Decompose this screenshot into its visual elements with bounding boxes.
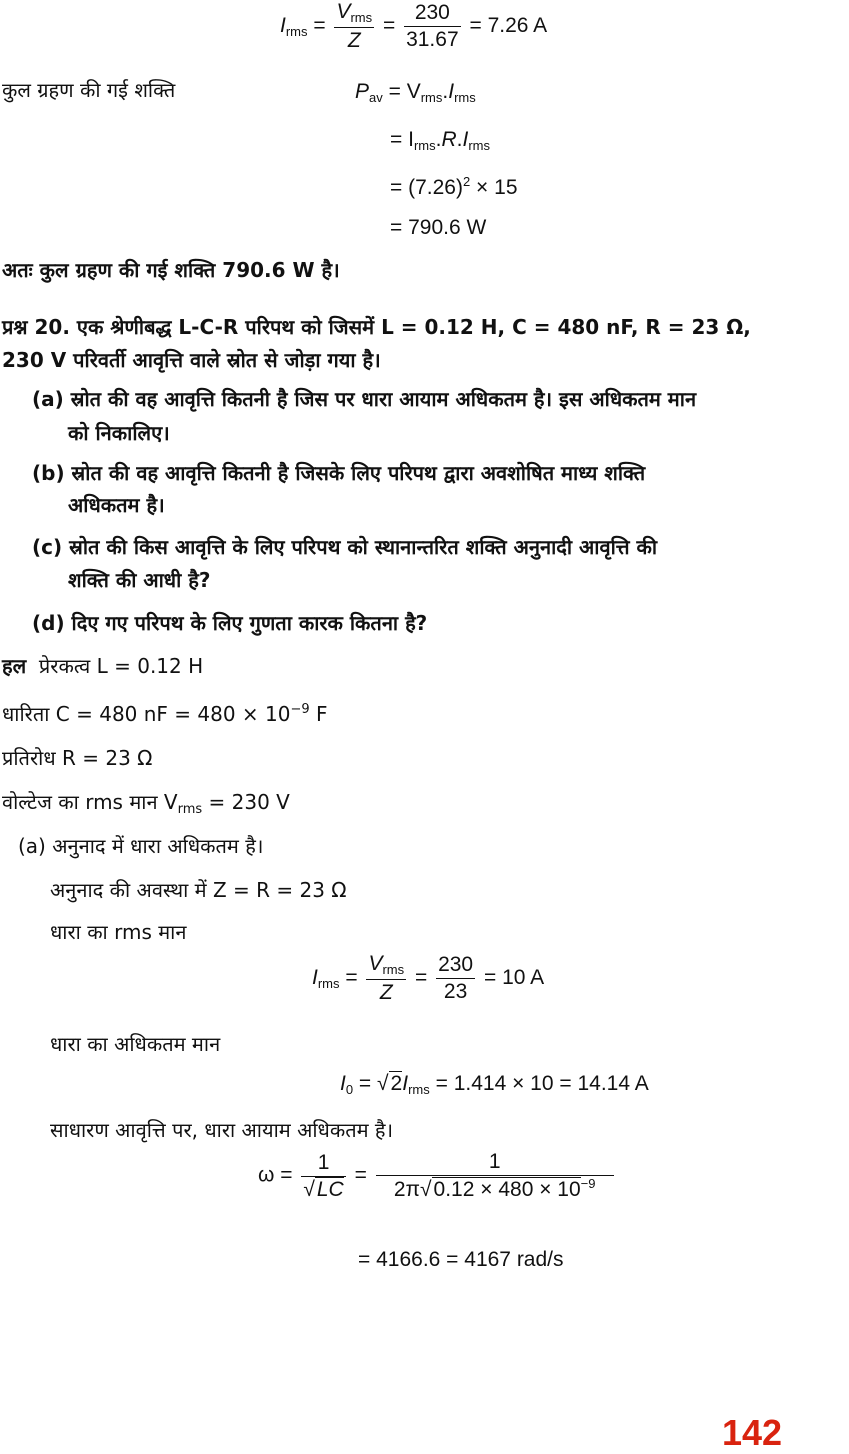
page-number: 142 — [722, 1412, 783, 1453]
i0-equation: $I_0 = √2I_{rms} = 1.414 \times 10 = 14.14$ A — [340, 1072, 649, 1097]
question-text-2: 230 V परिवर्ती आवृत्ति वाले स्रोत से जोड़ा गया है। — [2, 348, 381, 372]
solution-capacitance: धारिता C = 480 nF = $480 \times 10^{-9}$ F — [2, 702, 328, 726]
max-current-label: धारा का अधिकतम मान — [50, 1032, 221, 1056]
omega-result: = 4166.6 = 4167 rad/s — [358, 1248, 564, 1271]
normal-frequency-line: साधारण आवृत्ति पर, धारा आयाम अधिकतम है। — [50, 1118, 394, 1142]
total-power-label: कुल ग्रहण की गई शक्ति — [2, 78, 176, 102]
question-part-a-1: (a) स्रोत की वह आवृत्ति कितनी है जिस पर धारा आयाम अधिकतम है। इस अधिकतम मान — [32, 387, 697, 411]
solution-voltage: वोल्टेज का rms मान $V_{rms} = 230$ V — [2, 790, 290, 817]
pav-equation: $P_{av} = V_{rms}.I_{rms}$ — [355, 80, 476, 105]
solution-resistance: प्रतिरोध R = 23 Ω — [2, 746, 153, 770]
question-part-c-1: (c) स्रोत की किस आवृत्ति के लिए परिपथ को स्थानान्तरित शक्ति अनुनादी आवृत्ति की — [32, 535, 658, 559]
question-part-a-2: को निकालिए। — [68, 421, 170, 445]
irms-equation-1: $I_{rms}$ = $\frac{V_{rms}}{Z}$ = $\frac{230}{31.67}$ = 7.26 A — [280, 0, 548, 52]
current-rms-label: धारा का rms मान — [50, 920, 187, 944]
irms-equation-2: $I_{rms}$ = $\frac{V_{rms}}{Z}$ = $\frac{230}{23}$ = 10 A — [312, 952, 545, 1004]
solution-label: हल — [2, 654, 27, 678]
question-text-1: एक श्रेणीबद्ध L-C-R परिपथ को जिसमें L = 0.12 H, C = 480 nF, R = 23 Ω, — [76, 315, 751, 339]
solution-a-heading: (a) अनुनाद में धारा अधिकतम है। — [18, 834, 264, 858]
question-part-d: (d) दिए गए परिपथ के लिए गुणता कारक कितना है? — [32, 611, 428, 635]
pav-step-4: = 790.6 W — [390, 216, 487, 239]
pav-step-3: = $(7.26)^2 \times 15$ — [390, 174, 518, 199]
omega-equation: ω = $\frac{1}{√LC}$ = $\frac{1}{2\pi√0.12 \times 480 \times 10^{-9}}$ — [258, 1150, 617, 1202]
solution-inductance: हल प्रेरकत्व L = 0.12 H — [2, 654, 204, 678]
question-part-c-2: शक्ति की आधी है? — [68, 568, 211, 592]
pav-step-2: = $I_{rms}.R.I_{rms}$ — [390, 128, 490, 153]
question-number: प्रश्न 20. — [2, 315, 70, 339]
conclusion-line: अतः कुल ग्रहण की गई शक्ति 790.6 W है। — [2, 258, 340, 282]
question-20 — [2, 312, 751, 342]
resonance-state: अनुनाद की अवस्था में Z = R = 23 Ω — [50, 878, 347, 902]
question-part-b-2: अधिकतम है। — [68, 493, 165, 517]
question-part-b-1: (b) स्रोत की वह आवृत्ति कितनी है जिसके लिए परिपथ द्वारा अवशोषित माध्य शक्ति — [32, 461, 646, 485]
